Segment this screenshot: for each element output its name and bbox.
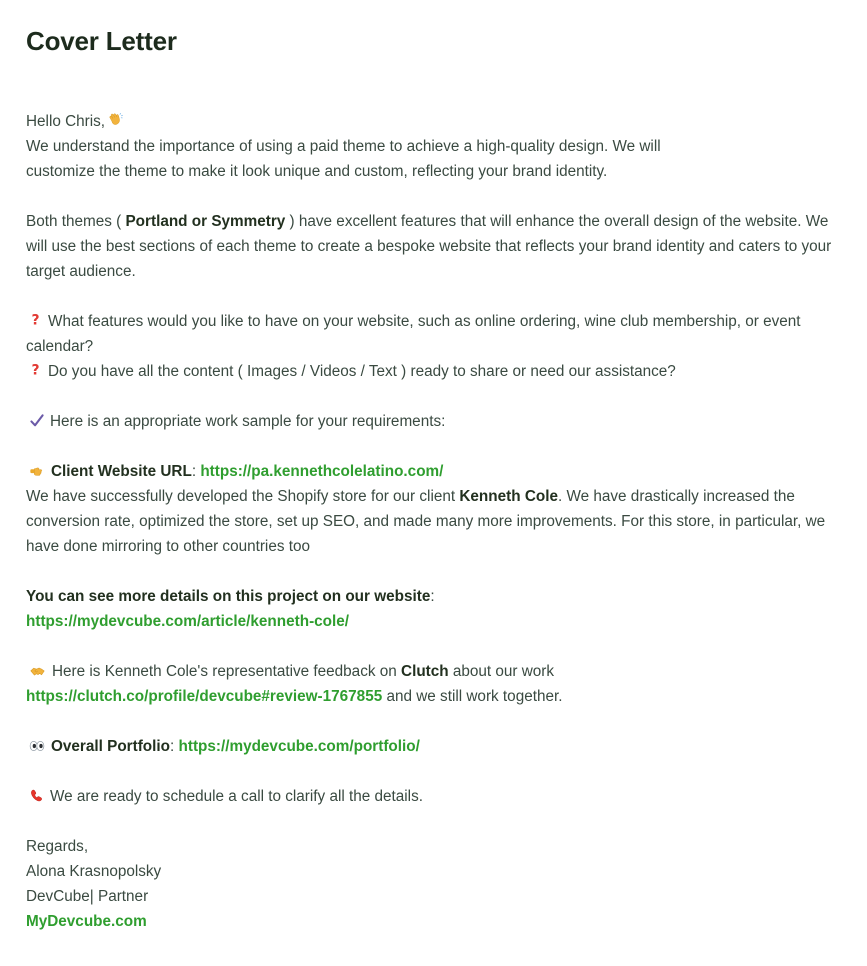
spacer — [26, 759, 843, 784]
svg-text:?: ? — [31, 362, 40, 379]
telephone-icon — [29, 788, 44, 804]
question-mark-icon — [29, 312, 42, 329]
themes-before: Both themes ( — [26, 213, 122, 231]
project-details-label-line — [26, 584, 843, 609]
feedback-url-line — [26, 684, 843, 709]
intro-line-2: customize the theme to make it look unique and custom, reflecting your brand identity. — [26, 163, 608, 181]
signature-regards: Regards, — [26, 838, 89, 856]
greeting-line — [26, 109, 843, 134]
waving-hand-icon — [108, 112, 124, 128]
question-text-2: Do you have all the content ( Images / Videos / Text ) ready to share or need our assistance? — [48, 363, 676, 381]
client-website-url-line — [26, 459, 843, 484]
portfolio-line — [26, 734, 843, 759]
question-item-1 — [26, 309, 843, 359]
client-website-body-after: . We have drastically increased the conversion rate, optimized the store, set up SEO, and made many more improvements. For this store, in particular, we have done mirroring to other countries too — [26, 488, 826, 556]
spacer — [26, 634, 843, 659]
call-line — [26, 784, 843, 809]
spacer — [26, 709, 843, 734]
themes-bold: Portland or Symmetry — [125, 213, 286, 231]
check-mark-icon — [29, 412, 45, 429]
client-name: Kenneth Cole — [459, 488, 558, 506]
feedback-block — [26, 659, 843, 709]
signature-website[interactable]: MyDevcube.com — [26, 913, 147, 931]
question-mark-icon — [29, 362, 42, 379]
spacer — [26, 184, 843, 209]
spacer — [26, 384, 843, 409]
svg-text:?: ? — [31, 312, 40, 329]
page-title: Cover Letter — [26, 26, 177, 56]
project-details-label: You can see more details on this project on our website — [26, 588, 431, 606]
feedback-before: Here is Kenneth Cole's representative feedback on — [52, 663, 402, 681]
client-website-block — [26, 459, 843, 559]
feedback-after: about our work — [448, 663, 555, 681]
portfolio-separator: : — [170, 738, 175, 756]
spacer — [26, 809, 843, 834]
project-details-separator: : — [430, 588, 435, 606]
feedback-text-line — [26, 659, 843, 684]
project-details-url-line — [26, 609, 843, 634]
intro-line-1: We understand the importance of using a paid theme to achieve a high-quality design. We will — [26, 138, 661, 156]
feedback-tail: and we still work together. — [382, 688, 563, 706]
greeting-text: Hello Chris, — [26, 113, 106, 131]
signature-name: Alona Krasnopolsky — [26, 863, 162, 881]
question-text-1: What features would you like to have on your website, such as online ordering, wine club membership, or event calendar? — [26, 313, 801, 356]
themes-paragraph — [26, 209, 843, 284]
portfolio-label: Overall Portfolio — [51, 738, 170, 756]
project-details-block — [26, 584, 843, 634]
client-website-separator: : — [191, 463, 197, 481]
feedback-platform: Clutch — [401, 663, 449, 681]
client-website-label: Client Website URL — [51, 463, 192, 481]
portfolio-link[interactable]: https://mydevcube.com/portfolio/ — [178, 738, 420, 756]
project-details-link[interactable]: https://mydevcube.com/article/kenneth-cole/ — [26, 613, 350, 631]
client-website-body-before: We have successfully developed the Shopify store for our client — [26, 488, 460, 506]
work-sample-text: Here is an appropriate work sample for your requirements: — [50, 413, 446, 431]
themes-after: ) have excellent features that will enhance the overall design of the website. We will use the best sections of each theme to create a bespoke website that reflects your brand identity and caters to your target audience. — [26, 213, 832, 281]
signature-block — [26, 834, 843, 934]
pointing-right-icon — [29, 463, 46, 479]
eyes-icon — [29, 739, 45, 753]
greeting-paragraph — [26, 109, 843, 184]
handshake-icon — [29, 663, 46, 679]
spacer — [26, 284, 843, 309]
spacer — [26, 559, 843, 584]
client-website-link[interactable]: https://pa.kennethcolelatino.com/ — [200, 463, 444, 481]
work-sample-line — [26, 409, 843, 434]
spacer — [26, 434, 843, 459]
question-item-2 — [26, 359, 843, 384]
feedback-link[interactable]: https://clutch.co/profile/devcube#review-1767855 — [26, 688, 383, 706]
signature-role: DevCube| Partner — [26, 888, 149, 906]
call-text: We are ready to schedule a call to clarify all the details. — [50, 788, 423, 806]
